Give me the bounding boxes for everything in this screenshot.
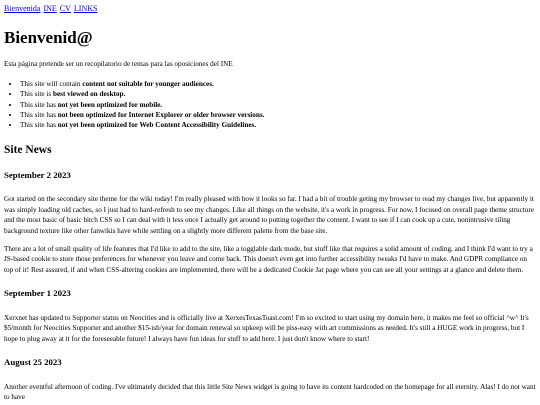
news-post <box>4 171 536 276</box>
notice-item <box>20 89 536 99</box>
site-news-posts <box>4 171 536 403</box>
notice-emphasis: best viewed on desktop. <box>52 90 126 99</box>
notice-text: This site has <box>20 111 58 120</box>
nav-link-bienvenida[interactable]: Bienvenida <box>4 4 41 13</box>
news-post-paragraph: Another eventful afternoon of coding. I've ultimately decided that this little Site News widget is going to have its content hardcoded on the homepage for all eternity. Alas! I do not want to have <box>4 382 536 402</box>
notice-item <box>20 100 536 110</box>
news-post-paragraph: Got started on the secondary site theme for the wiki today! I'm really pleased with how it looks so far. I had a bit of trouble geting my browser to read my changes live, but apparently it was simply loading old caches, so I just had to hard-refresh to see my changes. Like all things on the website, it's a work in progress. For now, I focused on overall page theme structure and the most basic of basic bitch CSS so I can deal with it less once I actually get around to putting together the content. I want to see if I can cook up a cute, nonintrusive tiling background texture like other fanwikis have while settling on a slightly more different palette from the base site. <box>4 195 534 235</box>
site-news-heading: Site News <box>4 143 52 156</box>
notice-text: This site has <box>20 121 58 130</box>
news-post-paragraph: There are a lot of small quality of life features that I'd like to add to the site, like a togglable dark mode, but stuff like that requires a solid amount of coding, and I think I'd want to try a JS-based cookie to store those preferences for whenever you leave and come back. This doesn't even get into further accessibility tweaks I'd have to make. And GDPR compliance on top of it! Rest assured, if and when CSS-altering cookies are implemented, there will be a dedicated Cookie Jar page where you can see all your settings at a glance and delete them. <box>4 244 533 274</box>
news-post-date: September 1 2023 <box>4 288 71 299</box>
notice-item <box>20 120 536 130</box>
news-post <box>4 358 536 403</box>
notice-list <box>4 79 536 131</box>
notice-emphasis: not yet been optimized for mobile. <box>57 100 163 109</box>
nav-link-cv[interactable]: CV <box>59 4 71 13</box>
notice-text: This site has <box>20 100 58 109</box>
notice-emphasis: not yet been optimized for Web Content Accessibility Guidelines. <box>57 121 257 130</box>
nav-link-links[interactable]: LINKS <box>73 4 98 13</box>
notice-item <box>20 79 536 89</box>
page-subtitle: Esta página pretende ser un recopilatorio de temas para las oposiciones del INE <box>4 60 233 69</box>
notice-text: This site is <box>20 90 53 99</box>
news-post-date: September 2 2023 <box>4 169 71 180</box>
news-post-date: August 25 2023 <box>4 357 62 368</box>
notice-emphasis: content not suitable for younger audiences. <box>82 79 214 88</box>
news-post-paragraph: Xerxnet has updated to Supporter status on Neocities and is officially live at XerxesTexasToast.com! I'm so excited to start using my domain here, it makes me feel so official ^w^ It's $5/month for Neocities Supporter and another $15-ish/year for domain renewal so upkeep will be piss-easy with art commissions as needed. It's still a HUGE work in progress, but I hope to plug away at it for the foreseeable future! I always have fun ideas for stuff to add here. I just don't know where to start! <box>4 313 529 343</box>
notice-emphasis: not been optimized for Internet Explorer or older browser versions. <box>57 111 265 120</box>
notice-text: This site will contain <box>20 79 83 88</box>
notice-item <box>20 110 536 120</box>
page-title: Bienvenid@ <box>4 27 93 47</box>
nav-link-ine[interactable]: INE <box>43 4 57 13</box>
news-post <box>4 289 536 344</box>
top-nav <box>4 4 536 14</box>
